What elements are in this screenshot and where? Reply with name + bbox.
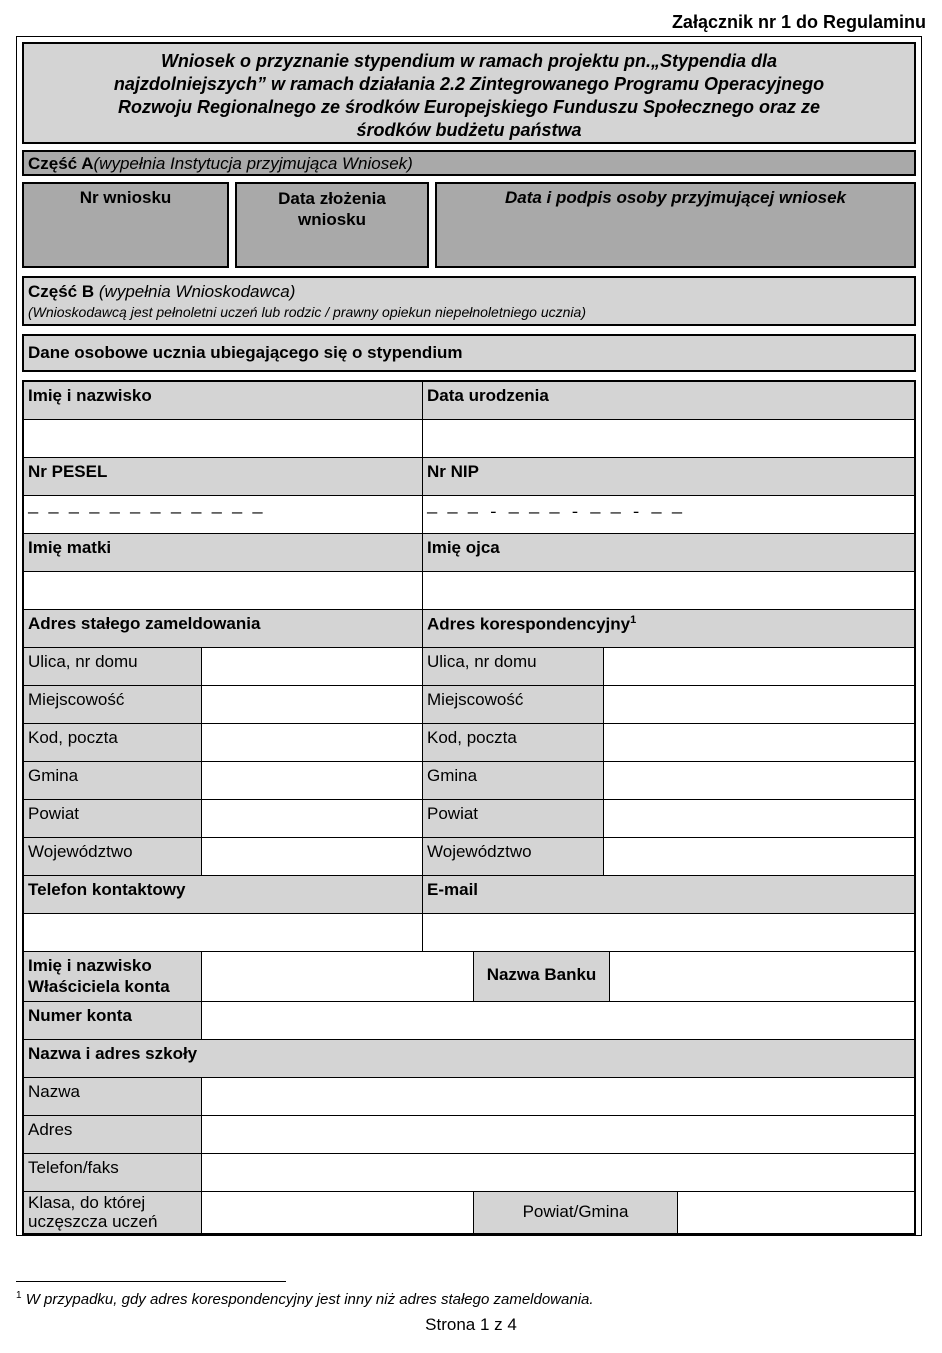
perm-city-input[interactable] — [202, 686, 423, 724]
perm-county-text: Powiat — [28, 804, 80, 823]
birth-date-label-cell — [423, 382, 914, 420]
application-number-label: Nr wniosku — [79, 188, 172, 207]
corr-address-header — [423, 610, 914, 648]
corr-street-input[interactable] — [604, 648, 914, 686]
corr-street-text: Ulica, nr domu — [427, 652, 537, 671]
account-owner-label: Imię i nazwisko — [28, 956, 152, 975]
title-line: Wniosek o przyznanie stypendium w ramach projektu pn.„Stypendia dla — [160, 51, 778, 71]
submission-date-label: Data złożenia — [278, 189, 386, 208]
class-input[interactable] — [202, 1192, 474, 1233]
part-a-header — [22, 150, 916, 176]
corr-voivodeship-input[interactable] — [604, 838, 914, 876]
perm-voivodeship-input[interactable] — [202, 838, 423, 876]
nip-label-cell — [423, 458, 914, 496]
pesel-mask: — — — — — — — — — — — — — [28, 504, 263, 523]
class-label: uczęszcza uczeń — [28, 1212, 158, 1231]
perm-commune-label — [24, 762, 202, 800]
perm-postcode-input[interactable] — [202, 724, 423, 762]
corr-county-input[interactable] — [604, 800, 914, 838]
nip-input[interactable] — [423, 496, 914, 534]
personal-data-header — [22, 334, 916, 372]
perm-postcode-text: Kod, poczta — [28, 728, 118, 747]
corr-address-label: Adres korespondencyjny — [427, 614, 631, 634]
county-input[interactable] — [678, 1192, 914, 1233]
bank-name-label-cell — [474, 952, 610, 1002]
part-a-label: Część A — [28, 154, 94, 173]
title-line: środków budżetu państwa — [356, 120, 582, 140]
corr-voivodeship-text: Województwo — [427, 842, 532, 861]
mother-input[interactable] — [24, 572, 423, 610]
perm-postcode-label — [24, 724, 202, 762]
email-label: E-mail — [427, 880, 479, 899]
perm-street-input[interactable] — [202, 648, 423, 686]
footnote-number: 1 — [16, 1290, 22, 1301]
personal-data-title: Dane osobowe ucznia ubiegającego się o stypendium — [28, 343, 463, 362]
birth-date-input[interactable] — [423, 420, 914, 458]
part-a-note: (wypełnia Instytucja przyjmująca Wniosek) — [93, 154, 413, 173]
part-b-note: (wypełnia Wnioskodawca) — [98, 282, 296, 301]
form-title — [24, 44, 914, 148]
footnote — [16, 1290, 594, 1308]
corr-voivodeship-label — [423, 838, 604, 876]
phone-label-cell — [24, 876, 423, 914]
nip-mask: — — — ‑ — — — ‑ — — ‑ — — — [427, 504, 683, 523]
name-label: Imię i nazwisko — [28, 386, 152, 405]
account-number-label: Numer konta — [28, 1006, 132, 1025]
account-owner-label-cell — [24, 952, 202, 1002]
corr-postcode-input[interactable] — [604, 724, 914, 762]
school-header-label: Nazwa i adres szkoły — [28, 1044, 198, 1063]
corr-city-text: Miejscowość — [427, 690, 524, 709]
perm-county-label — [24, 800, 202, 838]
account-number-label-cell — [24, 1002, 202, 1040]
bank-name-input[interactable] — [610, 952, 914, 1002]
part-b-subnote: (Wnioskodawcą jest pełnoletni uczeń lub rodzic / prawny opiekun niepełnoletniego ucznia) — [28, 304, 586, 320]
footnote-ref: 1 — [630, 614, 637, 626]
father-label-cell — [423, 534, 914, 572]
footnote-separator — [16, 1281, 286, 1282]
school-name-label — [24, 1078, 202, 1116]
father-label: Imię ojca — [427, 538, 500, 557]
pesel-input[interactable] — [24, 496, 423, 534]
school-phone-input[interactable] — [202, 1154, 914, 1192]
mother-label-cell — [24, 534, 423, 572]
perm-city-text: Miejscowość — [28, 690, 125, 709]
corr-city-label — [423, 686, 604, 724]
county-label-cell — [474, 1192, 678, 1233]
perm-street-text: Ulica, nr domu — [28, 652, 138, 671]
title-line: najzdolniejszych” w ramach działania 2.2 Zintegrowanego Programu Operacyjnego — [113, 74, 825, 94]
corr-postcode-label — [423, 724, 604, 762]
submission-date-label: wniosku — [297, 210, 366, 229]
perm-address-label: Adres stałego zameldowania — [28, 614, 261, 633]
perm-address-header — [24, 610, 423, 648]
part-b-header — [22, 276, 916, 326]
bank-name-label: Nazwa Banku — [486, 965, 597, 984]
perm-commune-input[interactable] — [202, 762, 423, 800]
footnote-text: W przypadku, gdy adres korespondencyjny jest inny niż adres stałego zameldowania. — [25, 1291, 594, 1308]
personal-data-table — [22, 380, 916, 1235]
perm-voivodeship-text: Województwo — [28, 842, 133, 861]
phone-input[interactable] — [24, 914, 423, 952]
account-owner-label: Właściciela konta — [28, 977, 170, 996]
account-number-input[interactable] — [202, 1002, 914, 1040]
attachment-label: Załącznik nr 1 do Regulaminu — [671, 12, 926, 32]
perm-street-label — [24, 648, 202, 686]
corr-commune-label — [423, 762, 604, 800]
school-header-cell — [24, 1040, 914, 1078]
perm-county-input[interactable] — [202, 800, 423, 838]
name-label-cell — [24, 382, 423, 420]
corr-county-text: Powiat — [427, 804, 479, 823]
school-phone-label — [24, 1154, 202, 1192]
part-b-label: Część B — [28, 282, 95, 301]
corr-city-input[interactable] — [604, 686, 914, 724]
school-address-label — [24, 1116, 202, 1154]
perm-voivodeship-label — [24, 838, 202, 876]
form-title-box — [22, 42, 916, 144]
nip-label: Nr NIP — [427, 462, 479, 481]
name-input[interactable] — [24, 420, 423, 458]
receiver-signature-label: Data i podpis osoby przyjmującej wniosek — [504, 188, 847, 207]
submission-date-cell[interactable] — [235, 182, 429, 268]
school-name-input[interactable] — [202, 1078, 914, 1116]
class-label: Klasa, do której — [28, 1193, 146, 1212]
email-input[interactable] — [423, 914, 914, 952]
corr-postcode-text: Kod, poczta — [427, 728, 517, 747]
school-name-text: Nazwa — [28, 1082, 80, 1101]
school-address-text: Adres — [28, 1120, 73, 1139]
phone-label: Telefon kontaktowy — [28, 880, 186, 899]
title-line: Rozwoju Regionalnego ze środków Europejskiego Funduszu Społecznego oraz ze — [117, 97, 821, 117]
corr-street-label — [423, 648, 604, 686]
perm-commune-text: Gmina — [28, 766, 79, 785]
mother-label: Imię matki — [28, 538, 112, 557]
school-address-input[interactable] — [202, 1116, 914, 1154]
perm-city-label — [24, 686, 202, 724]
county-label: Powiat/Gmina — [522, 1202, 629, 1221]
father-input[interactable] — [423, 572, 914, 610]
account-owner-input[interactable] — [202, 952, 474, 1002]
page-number: Strona 1 z 4 — [425, 1315, 517, 1334]
birth-date-label: Data urodzenia — [427, 386, 549, 405]
corr-commune-input[interactable] — [604, 762, 914, 800]
application-number-cell[interactable] — [22, 182, 229, 268]
pesel-label-cell — [24, 458, 423, 496]
corr-county-label — [423, 800, 604, 838]
receiver-signature-cell[interactable] — [435, 182, 916, 268]
pesel-label: Nr PESEL — [28, 462, 108, 481]
school-phone-text: Telefon/faks — [28, 1158, 119, 1177]
corr-commune-text: Gmina — [427, 766, 478, 785]
email-label-cell — [423, 876, 914, 914]
class-label-cell — [24, 1192, 202, 1233]
